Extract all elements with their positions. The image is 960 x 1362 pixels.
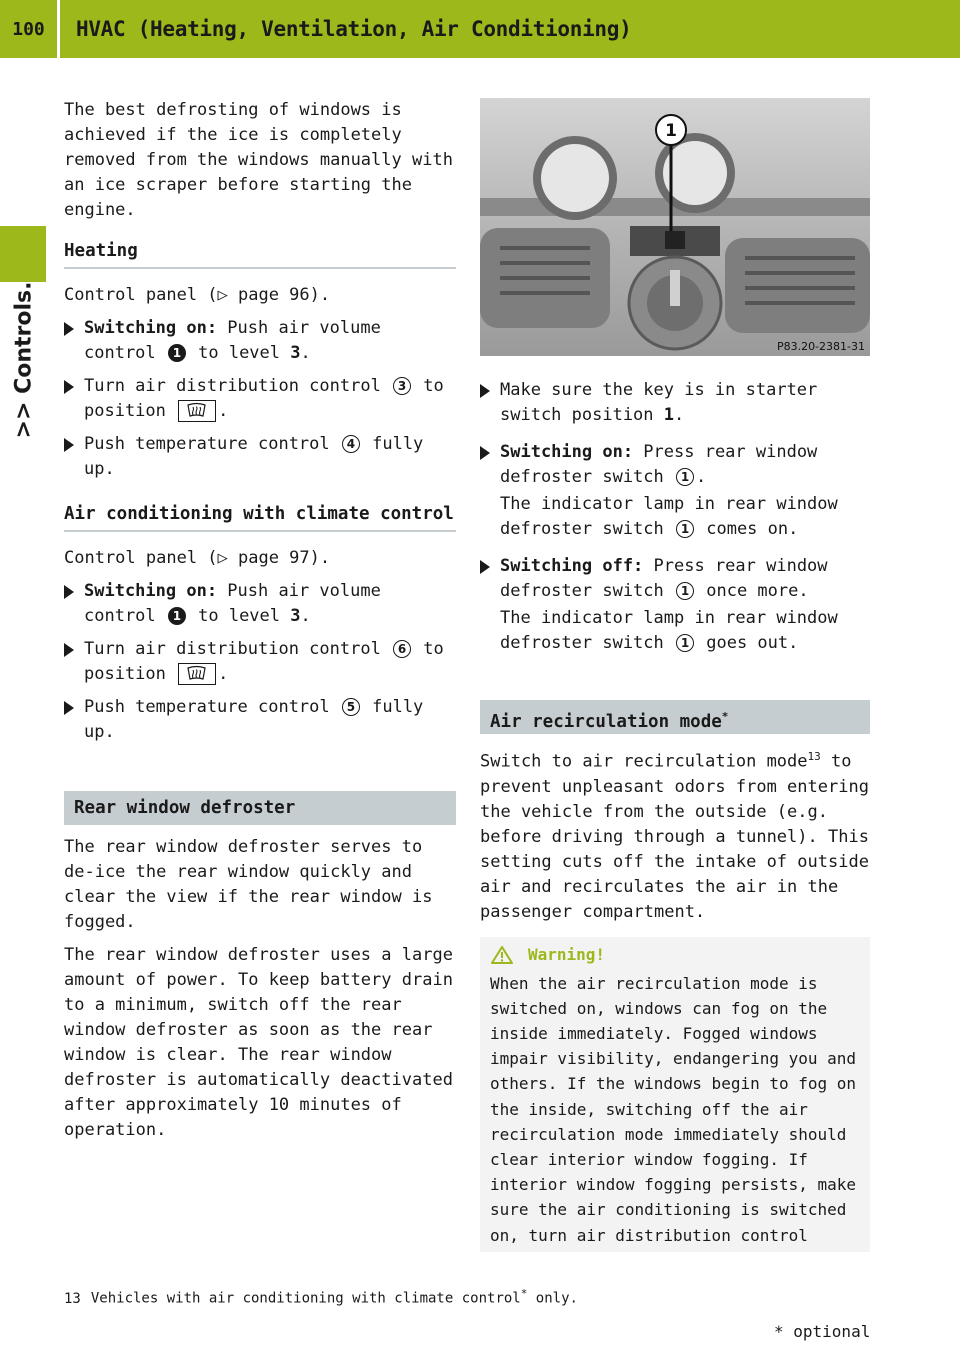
rear-defroster-paragraph-1: The rear window defroster serves to de-ice the rear window quickly and clear the view if the rear window is fogged. <box>64 837 433 932</box>
dashboard-photo <box>480 98 870 356</box>
footnote-number: 13 <box>64 1290 81 1307</box>
callout-number: 1 <box>676 520 694 538</box>
right-column <box>480 98 870 1252</box>
section-tab-marker <box>0 226 46 282</box>
heating-heading: Heating <box>64 241 456 269</box>
heating-step-1: Switching on: Push air volume control 1 to level 3. <box>64 316 456 366</box>
ac-panel-ref: Control panel (▷ page 97). <box>64 548 331 568</box>
rear-defroster-paragraph-2: The rear window defroster uses a large amount of power. To keep battery drain to a minimum, switch off the rear window defroster as soon as the rear window is clear. The rear window defroster is automatically deactivated after approximately 10 minutes of operation. <box>64 945 453 1140</box>
ac-step-1: Switching on: Push air volume control 1 to level 3. <box>64 579 456 629</box>
photo-callout: 1 <box>665 121 677 141</box>
recirculation-heading: Air recirculation mode* <box>480 700 870 734</box>
callout-number: 4 <box>342 435 360 453</box>
warning-triangle-icon <box>490 945 514 965</box>
callout-number: 1 <box>676 582 694 600</box>
windshield-defrost-icon <box>178 663 216 685</box>
recirculation-paragraph: Switch to air recirculation mode$^{13}$ to prevent unpleasant odors from entering the vehicle from the outside (e.g. before driving through a tunnel). This setting cuts off the intake of outside air and recirculates the air in the passenger compartment. <box>480 750 869 922</box>
photo-code: P83.20-2381-31 <box>776 340 865 353</box>
footnote: 13 Vehicles with air conditioning with climate control* only. <box>64 1287 578 1307</box>
step-arrow-icon <box>480 384 490 398</box>
ac-step-2: Turn air distribution control 6 to position . <box>64 637 456 687</box>
warning-text: When the air recirculation mode is switched on, windows can fog on the inside immediately. Fogged windows impair visibility, endangering you and others. If the windows begin to fog on the inside, switching off the air recirculation mode immediately should clear interior window fogging. If interior window fogging persists, make sure the air conditioning is switched on, turn air distribution control <box>490 973 857 1245</box>
callout-number: 3 <box>393 377 411 395</box>
heating-step-3: Push temperature control 4 fully up. <box>64 432 456 482</box>
page-header <box>0 0 960 58</box>
callout-number: 1 <box>168 607 186 625</box>
callout-number: 5 <box>342 698 360 716</box>
step-arrow-icon <box>64 380 74 394</box>
callout-number: 6 <box>393 640 411 658</box>
switch-off-step: Switching off: Press rear window defroster switch 1 once more. The indicator lamp in rear window defroster switch 1 goes out. <box>480 554 870 656</box>
heating-panel-ref: Control panel (▷ page 96). <box>64 285 331 305</box>
page-title: HVAC (Heating, Ventilation, Air Conditioning) <box>76 17 632 41</box>
intro-paragraph: The best defrosting of windows is achieved if the ice is completely removed from the windows manually with an ice scraper before starting the engine. <box>64 100 453 220</box>
callout-number: 1 <box>676 468 694 486</box>
switch-off-lamp-note: The indicator lamp in rear window defroster switch 1 goes out. <box>500 608 838 653</box>
page-ref-link[interactable]: ▷ page 96 <box>217 285 310 305</box>
footnote-ref: 13 <box>807 750 821 763</box>
switch-on-step: Switching on: Press rear window defroster switch 1 . The indicator lamp in rear window defroster switch 1 comes on. <box>480 440 870 542</box>
step-arrow-icon <box>64 322 74 336</box>
page-ref-link[interactable]: ▷ page 97 <box>217 548 310 568</box>
step-arrow-icon <box>64 701 74 715</box>
optional-note: * optional <box>774 1322 871 1341</box>
step-arrow-icon <box>64 585 74 599</box>
section-side-label <box>4 281 44 439</box>
ac-heading: Air conditioning with climate control <box>64 504 456 532</box>
rear-defroster-heading: Rear window defroster <box>64 791 456 825</box>
dashboard-illustration <box>480 98 870 356</box>
warning-box <box>480 937 870 1252</box>
step-arrow-icon <box>64 438 74 452</box>
section-label-text: >> Controls. <box>11 281 37 439</box>
callout-number: 1 <box>676 634 694 652</box>
switch-on-lamp-note: The indicator lamp in rear window defroster switch 1 comes on. <box>500 494 838 539</box>
step-arrow-icon <box>480 560 490 574</box>
windshield-defrost-icon <box>178 400 216 422</box>
key-step: Make sure the key is in starter switch position 1. <box>480 378 870 428</box>
step-arrow-icon <box>480 446 490 460</box>
ac-step-3: Push temperature control 5 fully up. <box>64 695 456 745</box>
left-column <box>64 98 456 1151</box>
callout-number: 1 <box>168 344 186 362</box>
warning-title: Warning! <box>490 945 860 965</box>
step-arrow-icon <box>64 643 74 657</box>
heating-step-2: Turn air distribution control 3 to position . <box>64 374 456 424</box>
page-number: 100 <box>0 0 60 58</box>
